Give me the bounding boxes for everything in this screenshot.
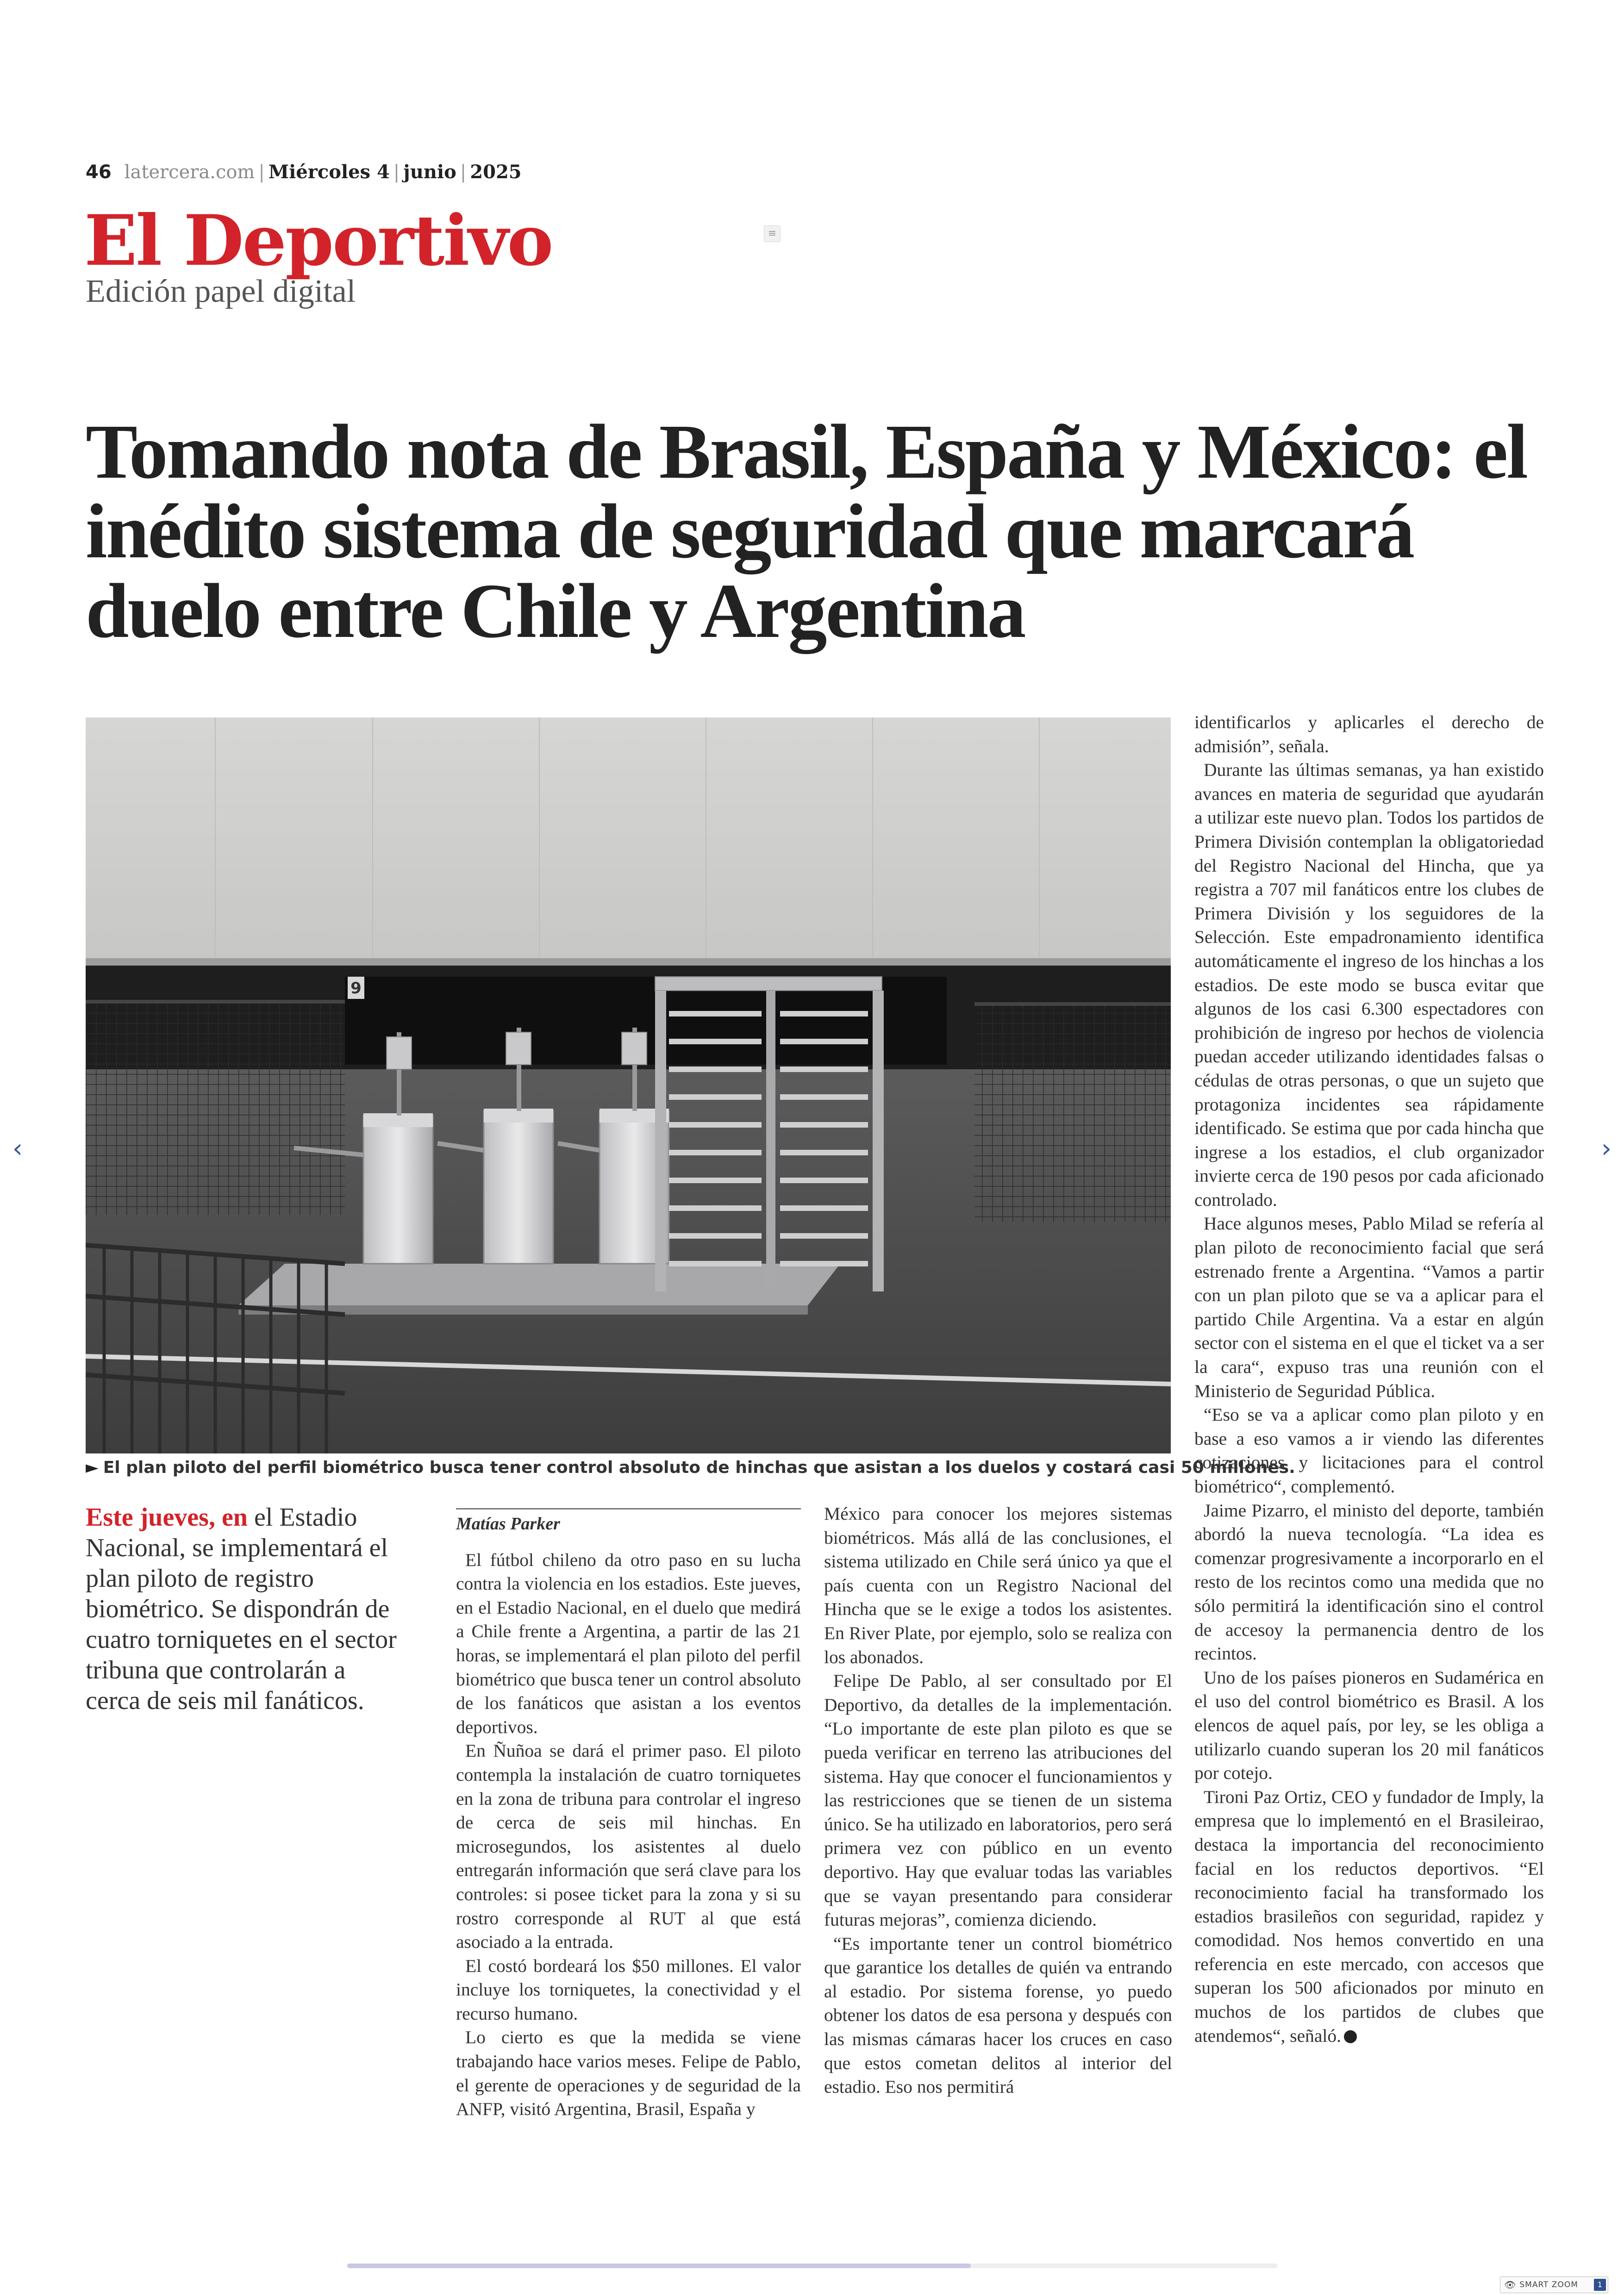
headline: Tomando nota de Brasil, España y México: el inédito sistema de seguridad que marcará duelo entre Chile y Argentina [86, 409, 1527, 654]
end-of-article-icon [1344, 2030, 1357, 2043]
page-header: 46 latercera.com | Miércoles 4 | junio | 2025 [86, 161, 522, 183]
smart-zoom-button[interactable] [1500, 2276, 1608, 2293]
body-paragraph: El fútbol chileno da otro paso en su lucha contra la violencia en los estadios. Este jueves, en el Estadio Nacional, en el duelo que medirá a Chile frente a Argentina, a partir de las 21 horas, se implementará el plan piloto del perfil biométrico que busca tener un control absoluto de los fanáticos que asistan a los eventos deportivos. [456, 1549, 801, 1737]
sector-sign: 9 [350, 979, 362, 998]
article-column-1 [456, 1507, 801, 2121]
article-column-2 [824, 1502, 1172, 2099]
body-paragraph: Durante las últimas semanas, ya han existido avances en materia de seguridad que ayudarán a utilizar este nuevo plan. Todos los partidos de Primera División contemplan la obligatoriedad del Registro Nacional del Hincha, que ya registra a 707 mil fanáticos entre los clubes de Primera División y los seguidores de la Selección. Este empadronamiento identifica automáticamente el ingreso de los hinchas a los estadios. De este modo se busca evitar que algunos de los casi 6.300 espectadores con prohibición de ingreso por hechos de violencia puedan acceder utilizando identidades falsas o cédulas de otras personas, o que un sujeto que protagoniza incidentes sea rápidamente identificado. Se estima que por cada hincha que ingrese a los estadios, el club organizador invierte cerca de 190 pesos por cada aficionado controlado. [1194, 760, 1544, 1210]
lead-paragraph [86, 1502, 405, 1716]
article-photo [86, 717, 1171, 1453]
body-paragraph-last: Tironi Paz Ortiz, CEO y fundador de Imply, la empresa que lo implementó en el Brasileirao, destaca la importancia del reconocimiento facial en los reductos deportivos. “El reconocimiento facial ha transformado los estadios brasileños con seguridad, rapidez y comodidad. Nos hemos convertido en una referencia en este mercado, con accesos que superan los 500 aficionados por minuto en muchos de los partidos de clubes que atendemos“, señaló. [1194, 1786, 1544, 2046]
page-number: 46 [86, 162, 112, 183]
body-paragraph: identificarlos y aplicarles el derecho de admisión”, señala. [1194, 712, 1544, 756]
page-progress-bar[interactable] [347, 2264, 1278, 2268]
note-icon[interactable]: ≡ [764, 225, 781, 242]
article-column-3 [1194, 711, 1544, 2048]
body-paragraph: Hace algunos meses, Pablo Milad se refería al plan piloto de reconocimiento facial que será estrenado frente a Argentina. “Vamos a partir con un plan piloto que se va a aplicar para el partido Chile Argentina. Va a estar en algún sector con el sistema en el que el ticket va a ser la cara“, expuso tras una reunión con el Ministerio de Seguridad Pública. [1194, 1213, 1544, 1401]
eye-icon: 👁 [1504, 2279, 1516, 2290]
date-year: 2025 [470, 161, 522, 183]
caption-arrow-icon: ► [86, 1458, 99, 1477]
body-paragraph: Lo cierto es que la medida se viene trabajando hace varios meses. Felipe de Pablo, el gerente de operaciones y de seguridad de la ANFP, visitó Argentina, Brasil, España y [456, 2027, 801, 2120]
body-paragraph: “Eso se va a aplicar como plan piloto y en base a eso vamos a ir viendo las diferentes cotizaciones y licitaciones para el control biométrico“, complementó. [1194, 1404, 1544, 1497]
next-page-button[interactable]: › [1601, 1134, 1612, 1164]
previous-page-button[interactable]: ‹ [12, 1134, 23, 1164]
lead-highlight: Este jueves, en [86, 1503, 248, 1532]
edition-label: Edición papel digital [86, 274, 356, 309]
body-paragraph: Jaime Pizarro, el ministo del deporte, también abordó la nueva tecnología. “La idea es comenzar progresivamente a incorporarlo en el resto de los recintos como una medida que no sólo permitirá la identificación sino el control de accesoy la permanencia dentro de los recintos. [1194, 1500, 1544, 1664]
date-month: junio [403, 161, 456, 183]
body-paragraph: “Es importante tener un control biométrico que garantice los detalles de quién va entrando al estadio. Por sistema forense, yo puedo obtener los datos de esa persona y después con las mismas cámaras hacer los cruces en caso que estos cometan delitos al interior del estadio. Eso nos permitirá [824, 1933, 1172, 2097]
date-weekday: Miércoles 4 [268, 161, 390, 183]
photo-caption: ► El plan piloto del perfil biométrico busca tener control absoluto de hinchas que asistan a los duelos y costará casi 50 millones. [86, 1458, 1295, 1477]
page-progress-fill [347, 2264, 971, 2268]
lead-text: el Estadio Nacional, se implementará el plan piloto de registro biométrico. Se dispondrán de cuatro torniquetes en el sector tribuna que controlarán a cerca de seis mil fanáticos. [86, 1503, 397, 1715]
body-paragraph: México para conocer los mejores sistemas biométricos. Más allá de las conclusiones, el sistema utilizado en Chile será único ya que el país cuenta con un Registro Nacional del Hincha que se le exige a todos los asistentes. En River Plate, por ejemplo, solo se realiza con los abonados. [824, 1503, 1172, 1667]
body-paragraph: En Ñuñoa se dará el primer paso. El piloto contempla la instalación de cuatro torniquetes en la zona de tribuna para controlar el ingreso de cerca de seis mil hinchas. En microsegundos, los asistentes al duelo entregarán información que será clave para los controles: si posee ticket para la zona y si su rostro corresponde al RUT al que está asociado a la entrada. [456, 1740, 801, 1952]
body-paragraph: Felipe De Pablo, al ser consultado por El Deportivo, da detalles de la implementación. “Lo importante de este plan piloto es que se pueda verificar en terreno las atribuciones del sistema. Hay que conocer el funcionamientos y las restricciones que se tienen de un sistema único. Se ha utilizado en laboratorios, pero será primera vez con público en un evento deportivo. Hay que evaluar todas las variables que se vayan presentando para considerar futuras mejoras”, comienza diciendo. [824, 1671, 1172, 1930]
body-paragraph: El costó bordeará los $50 millones. El valor incluye los torniquetes, la conectividad y el recurso humano. [456, 1955, 801, 2024]
author-byline: Matías Parker [456, 1514, 560, 1534]
site-name: latercera.com [124, 162, 255, 183]
body-paragraph: Uno de los países pioneros en Sudamérica en el uso del control biométrico es Brasil. A los elencos de aquel país, por ley, se les obliga a utilizarlo cuando superan los 20 mil fanáticos por cotejo. [1194, 1667, 1544, 1784]
smart-zoom-label: SMART ZOOM [1519, 2280, 1578, 2289]
section-title: El Deportivo [84, 200, 552, 281]
page-indicator: 1 [1594, 2279, 1606, 2291]
